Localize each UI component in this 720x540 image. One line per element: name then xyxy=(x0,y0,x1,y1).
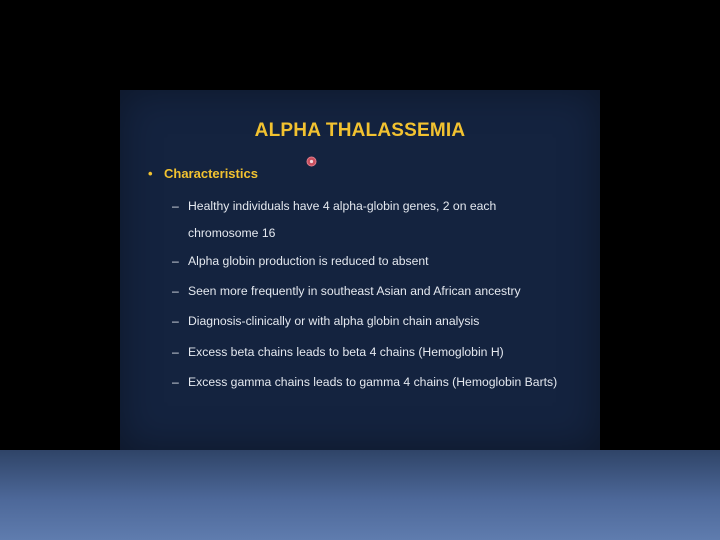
slide-title: ALPHA THALASSEMIA xyxy=(254,120,466,141)
bullet-label: Characteristics xyxy=(164,166,258,181)
list-item xyxy=(172,339,582,366)
dash-glyph: – xyxy=(172,314,179,328)
list-item xyxy=(172,369,582,396)
list-item-text: Healthy individuals have 4 alpha-globin genes, 2 on each chromosome 16 xyxy=(188,199,497,240)
list-item xyxy=(172,248,582,275)
list-item xyxy=(172,278,582,305)
list-item-text: Excess gamma chains leads to gamma 4 chains (Hemoglobin Barts) xyxy=(188,375,558,389)
dash-glyph: – xyxy=(172,375,179,389)
list-item-text: Seen more frequently in southeast Asian and African ancestry xyxy=(188,284,521,298)
bullet-characteristics xyxy=(148,166,258,181)
dash-glyph: – xyxy=(172,199,179,213)
slide xyxy=(120,90,600,450)
dash-glyph: – xyxy=(172,345,179,359)
list-item xyxy=(172,308,582,335)
list-item xyxy=(172,193,582,247)
list-item-text: Alpha globin production is reduced to absent xyxy=(188,254,429,268)
dash-glyph: – xyxy=(172,254,179,268)
list-item-text: Excess beta chains leads to beta 4 chains (Hemoglobin H) xyxy=(188,345,504,359)
bullet-glyph: • xyxy=(148,166,153,181)
bottom-band xyxy=(0,450,720,540)
list-item-text: Diagnosis-clinically or with alpha globin chain analysis xyxy=(188,314,480,328)
dash-glyph: – xyxy=(172,284,179,298)
pointer-cursor-icon xyxy=(306,156,317,167)
